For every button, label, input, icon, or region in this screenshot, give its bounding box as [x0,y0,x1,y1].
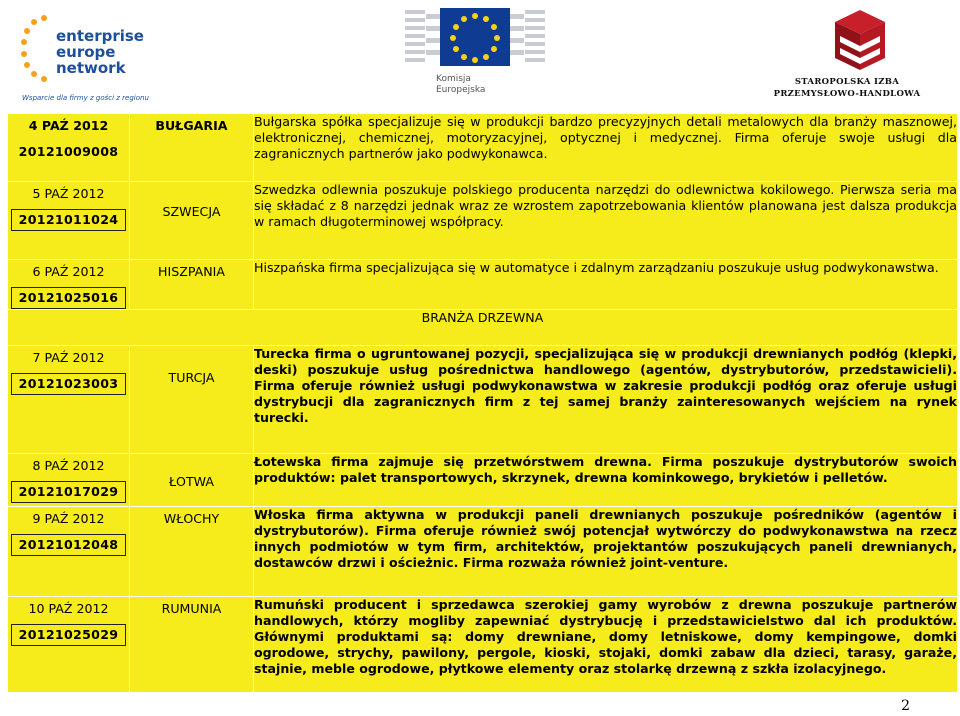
table-row [8,182,958,260]
section-header-row [8,310,958,346]
date-cell [8,114,130,182]
een-wordmark [56,28,144,76]
offer-country: WŁOCHY [163,511,220,526]
sip-name-line-1: STAROPOLSKA IZBA [794,77,900,87]
country-cell [130,260,254,310]
offer-date: 6 PAŹ 2012 [32,264,105,279]
country-cell [130,114,254,182]
offer-country: TURCJA [168,370,215,385]
offer-number: 20121012048 [11,534,126,556]
offer-number: 20121009008 [18,144,119,159]
sip-name-line-2: PRZEMYSŁOWO-HANDLOWA [773,89,921,99]
offer-description: Szwedzka odlewnia poszukuje polskiego producenta narzędzi do odlewnictwa kokilowego. Pierwsza seria ma się składać z 8 narzędzi jednak wraz ze wzrostem zapotrzebowania klientów planowana jest dalsza produkcja w ramach długoterminowej współpracy. [254,182,958,260]
country-cell [130,182,254,260]
offer-number: 20121025029 [11,624,126,646]
ec-caption-line-2: Europejska [436,85,486,95]
offer-country: ŁOTWA [168,474,215,489]
offer-description: Turecka firma o ugruntowanej pozycji, specjalizująca się w produkcji drewnianych podłóg (klepki, deski) poszukuje usług pośrednictwa handlowego (agentów, dystrybutorów, przedstawicieli). Firma oferuje również usługi podwykonawstwa w zakresie produkcji podłóg oraz oferuje usługi dystrybucji dla zagranicznych firm z tej samej branży zainteresowanych wejściem na rynek turecki. [254,346,958,454]
date-cell [8,182,130,260]
date-cell [8,507,130,597]
date-cell [8,346,130,454]
offer-description: Włoska firma aktywna w produkcji paneli drewnianych poszukuje pośredników (agentów i dystrybutorów). Firma oferuje również swój potencjał wytwórczy do podwykonawstwa na rzecz innych podmiotów w tym firm, architektów, projektantów poszukujących paneli drewnianych, dostawców drzwi i ościeżnic. Firma rozważa również joint-venture. [254,507,958,597]
offer-country: BUŁGARIA [155,118,228,133]
country-cell [130,597,254,693]
offer-country: RUMUNIA [161,601,222,616]
een-tagline: Wsparcie dla firmy z gości z regionu [22,94,149,102]
offer-date: 7 PAŹ 2012 [32,350,105,365]
page-header [0,0,960,112]
offer-description: Bułgarska spółka specjalizuje się w produkcji bardzo precyzyjnych detali metalowych dla branży masznowej, elektronicznej, chemicznej, motoryzacyjnej, optycznej i medycznej. Firma oferuje swoje usługi dla zagranicznych partnerów jako podwykonawca. [254,114,958,182]
table-row [8,114,958,182]
enterprise-europe-network-logo [20,12,149,108]
offer-number: 20121023003 [11,373,126,395]
offer-country: HISZPANIA [158,264,225,279]
offer-date: 8 PAŹ 2012 [32,458,105,473]
date-cell [8,454,130,507]
staropolska-izba-name [772,76,922,100]
offer-date: 10 PAŹ 2012 [28,601,109,616]
country-cell [130,346,254,454]
table-row [8,260,958,310]
ec-caption-line-1: Komisja [436,74,471,84]
offer-number: 20121011024 [11,209,126,231]
offer-description: Łotewska firma zajmuje się przetwórstwem drewna. Firma poszukuje dystrybutorów swoich produktów: palet transportowych, skrzynek, drewna kominkowego, brykietów i pelletów. [254,454,958,507]
page-number: 2 [901,698,910,714]
een-word-1: enterprise [56,27,144,45]
country-cell [130,507,254,597]
date-cell [8,260,130,310]
offer-number: 20121017029 [11,481,126,503]
offer-date: 4 PAŹ 2012 [28,118,109,133]
offer-date: 5 PAŹ 2012 [32,186,105,201]
section-title: BRANŻA DRZEWNA [8,310,958,346]
offer-date: 9 PAŹ 2012 [32,511,105,526]
table-row [8,454,958,507]
een-word-2: europe [56,43,116,61]
een-word-3: network [56,59,126,77]
een-star-ring-icon [20,12,60,92]
table-row [8,507,958,597]
offer-description: Rumuński producent i sprzedawca szerokiej gamy wyrobów z drewna poszukuje partnerów handlowych, którzy mogliby zapewniać dystrybucję i przedstawicielstwo dal ich produktów. Głównymi produktami są: domy drewniane, domy letniskowe, domy kempingowe, domki ogrodowe, strychy, pawilony, pergole, kioski, stojaki, domki zabaw dla dzieci, tarasy, garaże, stajnie, meble ogrodowe, płytkowe elementy oraz stolarkę drzewną z szkła izolacyjnego. [254,597,958,693]
offer-country: SZWECJA [162,204,221,219]
offer-number: 20121025016 [11,287,126,309]
table-row [8,597,958,693]
date-cell [8,597,130,693]
offer-description: Hiszpańska firma specjalizująca się w automatyce i zdalnym zarządzaniu poszukuje usług podwykonawstwa. [254,260,958,310]
table-row [8,346,958,454]
ec-caption [436,74,485,96]
cooperation-offers-table [7,113,958,693]
country-cell [130,454,254,507]
